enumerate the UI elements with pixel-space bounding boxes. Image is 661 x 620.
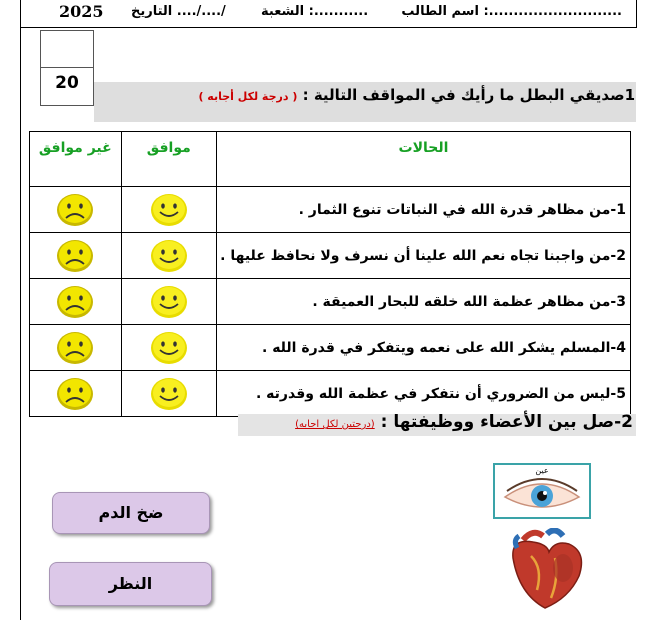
happy-face-icon[interactable]	[149, 192, 189, 228]
statement-1: 1-من مظاهر قدرة الله في النباتات تنوع الثمار .	[217, 187, 631, 233]
disagree-cell[interactable]	[30, 371, 122, 417]
question1-title	[198, 86, 635, 104]
agree-cell[interactable]	[121, 371, 216, 417]
agree-cell[interactable]	[121, 325, 216, 371]
table-row	[30, 233, 631, 279]
sad-face-icon[interactable]	[55, 192, 95, 228]
agree-cell[interactable]	[121, 279, 216, 325]
heart-icon[interactable]	[503, 528, 589, 610]
header-box	[20, 0, 637, 28]
sad-face-icon[interactable]	[55, 238, 95, 274]
sad-face-icon[interactable]	[55, 330, 95, 366]
happy-face-icon[interactable]	[149, 330, 189, 366]
question2-title	[295, 412, 633, 432]
happy-face-icon[interactable]	[149, 376, 189, 412]
year-label: 2025	[59, 2, 104, 21]
column-header-agree: موافق	[121, 132, 216, 187]
happy-face-icon[interactable]	[149, 284, 189, 320]
agree-cell[interactable]	[121, 233, 216, 279]
eye-icon	[501, 475, 583, 515]
student-name-label: اسم الطالب :...........................	[401, 4, 622, 19]
score-box	[40, 30, 94, 106]
disagree-cell[interactable]	[30, 279, 122, 325]
statement-4: 4-المسلم يشكر الله على نعمه ويتفكر في قدرة الله .	[217, 325, 631, 371]
question2-grade-note: (درجتين لكل اجابه)	[295, 419, 375, 430]
happy-face-icon[interactable]	[149, 238, 189, 274]
disagree-cell[interactable]	[30, 187, 122, 233]
table-row	[30, 187, 631, 233]
eye-card[interactable]	[493, 463, 591, 519]
score-divider	[41, 67, 93, 68]
column-header-disagree: غير موافق	[30, 132, 122, 187]
statement-3: 3-من مظاهر عظمة الله خلقه للبحار العميقة .	[217, 279, 631, 325]
section-label: الشعبة :...........	[261, 4, 369, 19]
eye-label: عين	[535, 466, 549, 475]
table-header-row	[30, 132, 631, 187]
statement-2: 2-من واجبنا تجاه نعم الله علينا أن نسرف ولا نحافظ عليها .	[217, 233, 631, 279]
agree-cell[interactable]	[121, 187, 216, 233]
opinions-table	[29, 131, 631, 417]
sad-face-icon[interactable]	[55, 376, 95, 412]
question1-title-text: 1صديقي البطل ما رأيك في المواقف التالية :	[302, 86, 635, 104]
table-row	[30, 371, 631, 417]
margin-line	[20, 28, 21, 620]
column-header-states: الحالات	[217, 132, 631, 187]
question2-title-text: 2-صل بين الأعضاء ووظيفتها :	[380, 412, 633, 432]
function-pump-blood[interactable]: ضخ الدم	[52, 492, 210, 534]
question1-grade-note: ( درجة لكل أجابه )	[198, 90, 298, 103]
statement-5: 5-ليس من الضروري أن نتفكر في عظمة الله وقدرته .	[217, 371, 631, 417]
table-row	[30, 325, 631, 371]
table-row	[30, 279, 631, 325]
date-label: التاريخ ..../..../	[131, 4, 226, 19]
disagree-cell[interactable]	[30, 233, 122, 279]
function-vision[interactable]: النظر	[49, 562, 212, 606]
sad-face-icon[interactable]	[55, 284, 95, 320]
score-value: 20	[55, 73, 79, 93]
disagree-cell[interactable]	[30, 325, 122, 371]
